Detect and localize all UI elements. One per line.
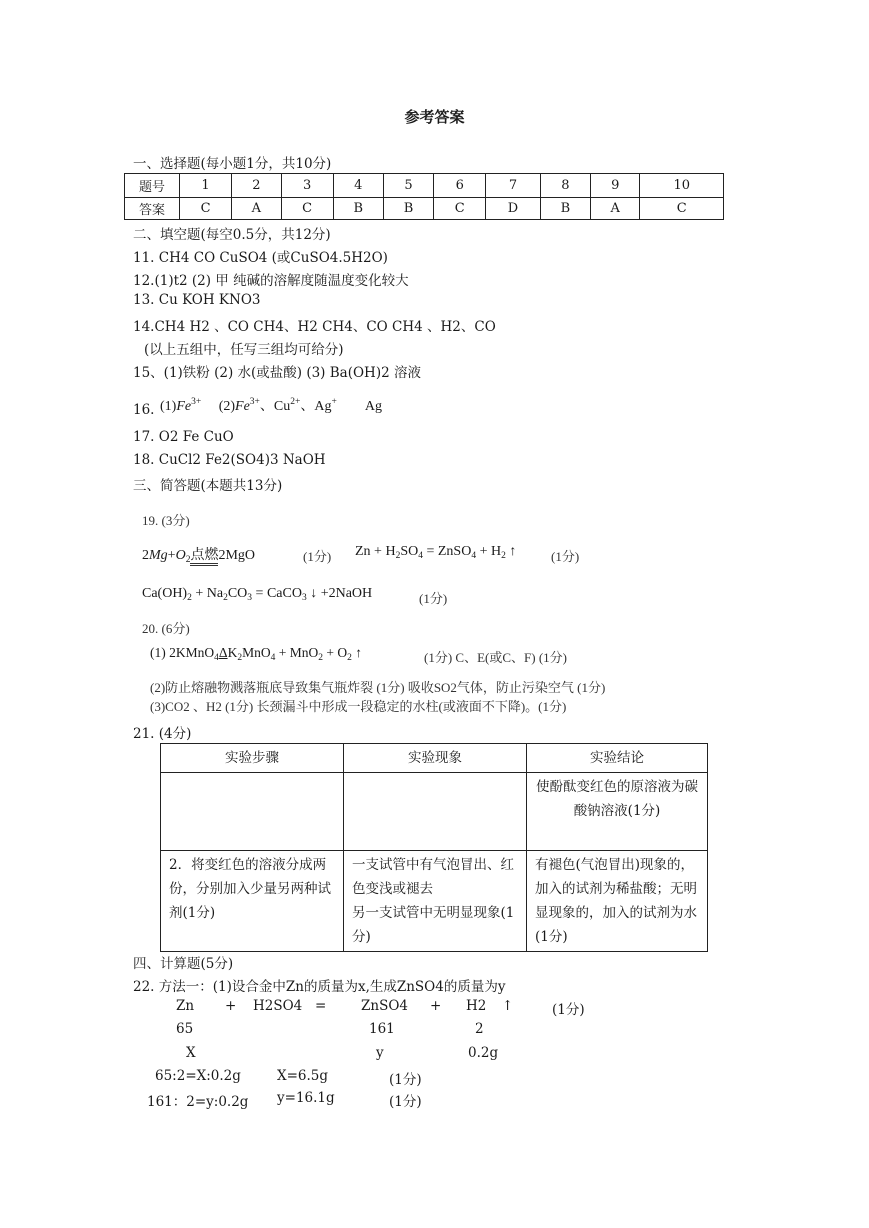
section4-heading: 四、计算题(5分)	[133, 956, 234, 972]
eq-plus-2: +	[430, 998, 442, 1014]
eq-h2: H2	[466, 998, 487, 1014]
q19-heading: 19. (3分)	[142, 513, 190, 528]
q20-line3: (3)CO2 、H2 (1分) 长颈漏斗中形成一段稳定的水柱(或液面不下降)。(1分)	[150, 699, 567, 714]
answer-cell: C	[640, 198, 724, 220]
question-number: 7	[486, 174, 540, 198]
calc-2-result: y=16.1g	[277, 1090, 335, 1106]
row1-conclusion: 使酚酞变红色的原溶液为碳酸钠溶液(1分)	[527, 773, 708, 851]
header-conclusion: 实验结论	[527, 744, 708, 773]
q19-equation-2: $Zn + H_2SO_4$ = ZnSO$_4$ + $H_2$ ↑	[355, 544, 517, 561]
row1-step	[161, 773, 344, 851]
question-number: 6	[434, 174, 486, 198]
calc-1-mark: (1分)	[389, 1072, 422, 1088]
answer-cell: A	[590, 198, 639, 220]
q20-heading: 20. (6分)	[142, 621, 190, 636]
mass-h2: 2	[475, 1021, 484, 1037]
eq-zn: Zn	[176, 998, 195, 1014]
var-x: X	[186, 1045, 196, 1061]
answer-cell: B	[540, 198, 590, 220]
question-number: 4	[333, 174, 383, 198]
question-number: 9	[590, 174, 639, 198]
calc-2: 161：2=y:0.2g	[147, 1094, 249, 1110]
calc-2-mark: (1分)	[389, 1094, 422, 1110]
answer-17: 17. O2 Fe CuO	[133, 429, 234, 445]
eq-plus-1: +	[225, 998, 237, 1014]
answer-16-ag: Ag	[364, 399, 382, 414]
answer-14-note: (以上五组中，任写三组均可给分)	[144, 342, 344, 358]
question-number: 5	[383, 174, 433, 198]
answer-13: 13. Cu KOH KNO3	[133, 292, 261, 308]
eq-h2so4: H2SO4	[253, 998, 303, 1014]
row2-conclusion: 有褪色(气泡冒出)现象的，加入的试剂为稀盐酸；无明显现象的，加入的试剂为水(1分)	[527, 851, 708, 952]
section1-heading: 一、选择题(每小题1分，共10分)	[133, 156, 332, 172]
calc-1: 65:2=X:0.2g	[155, 1068, 241, 1084]
q20-line1-tail: (1分) C、E(或C、F) (1分)	[424, 650, 567, 665]
header-phenomena: 实验现象	[344, 744, 527, 773]
var-h2-mass: 0.2g	[468, 1045, 499, 1061]
q22-intro: 22. 方法一：(1)设合金中Zn的质量为x,生成ZnSO4的质量为y	[133, 979, 506, 995]
q21-heading: 21. (4分)	[133, 726, 192, 742]
row1-phenomenon	[344, 773, 527, 851]
q20-equation: (1) $2KMnO_4\Delta K_2MnO_4 + MnO_2 + O_2$ ↑	[150, 645, 362, 663]
question-number: 2	[232, 174, 281, 198]
up-arrow-icon: ↑	[502, 998, 514, 1014]
question-number: 10	[640, 174, 724, 198]
mass-znso4: 161	[369, 1021, 395, 1037]
var-y: y	[376, 1045, 384, 1061]
header-steps: 实验步骤	[161, 744, 344, 773]
answer-18: 18. CuCl2 Fe2(SO4)3 NaOH	[133, 452, 326, 468]
answer-11: 11. CH4 CO CuSO4 (或CuSO4.5H2O)	[133, 250, 388, 266]
section2-heading: 二、填空题(每空0.5分，共12分)	[133, 227, 331, 243]
answer-15: 15、(1)铁粉 (2) 水(或盐酸) (3) Ba(OH)2 溶液	[133, 365, 421, 381]
q19-mark-2: (1分)	[551, 549, 580, 564]
answer-cell: C	[434, 198, 486, 220]
question-number: 1	[180, 174, 232, 198]
answer-14: 14.CH4 H2 、CO CH4、H2 CH4、CO CH4 、H2、CO	[133, 319, 496, 335]
answer-16-formulas: $(1)Fe^{3+}$ $(2)Fe^{3+}$、$Cu^{2+}$、Ag+ Ag	[160, 397, 382, 414]
row-label-question: 题号	[125, 174, 180, 198]
answer-cell: B	[333, 198, 383, 220]
answer-cell: A	[232, 198, 281, 220]
answer-cell: D	[486, 198, 540, 220]
row-label-answer: 答案	[125, 198, 180, 220]
question-number: 8	[540, 174, 590, 198]
row2-step: 2．将变红色的溶液分成两份，分别加入少量另两种试剂(1分)	[161, 851, 344, 952]
answer-12: 12.(1)t2 (2) 甲 纯碱的溶解度随温度变化较大	[133, 273, 409, 289]
q19-equation-1: $2Mg+O_2$点燃2MgO	[142, 548, 256, 565]
q19-mark-3: (1分)	[419, 591, 448, 606]
row2-phenomenon: 一支试管中有气泡冒出、红色变浅或褪去 另一支试管中无明显现象(1分)	[344, 851, 527, 952]
section3-heading: 三、简答题(本题共13分)	[133, 478, 283, 494]
answer-cell: C	[281, 198, 333, 220]
answer-16-number: 16.	[133, 402, 155, 418]
answer-table	[124, 173, 724, 220]
page-title: 参考答案	[404, 108, 465, 126]
experiment-table	[160, 743, 708, 952]
eq-znso4: ZnSO4	[361, 998, 408, 1014]
q19-equation-3: $Ca(OH)_2 + Na_2CO_3$ = CaCO$_3$ ↓ +2NaOH	[142, 586, 373, 603]
q19-mark-1: (1分)	[303, 549, 332, 564]
calc-1-result: X=6.5g	[277, 1068, 329, 1084]
answer-cell: C	[180, 198, 232, 220]
q20-line2: (2)防止熔融物溅落瓶底导致集气瓶炸裂 (1分) 吸收SO2气体，防止污染空气 (1分)	[150, 680, 606, 695]
mass-zn: 65	[176, 1021, 194, 1037]
question-number: 3	[281, 174, 333, 198]
eq-mark: (1分)	[552, 1002, 585, 1018]
answer-cell: B	[383, 198, 433, 220]
eq-equals: =	[315, 998, 327, 1014]
